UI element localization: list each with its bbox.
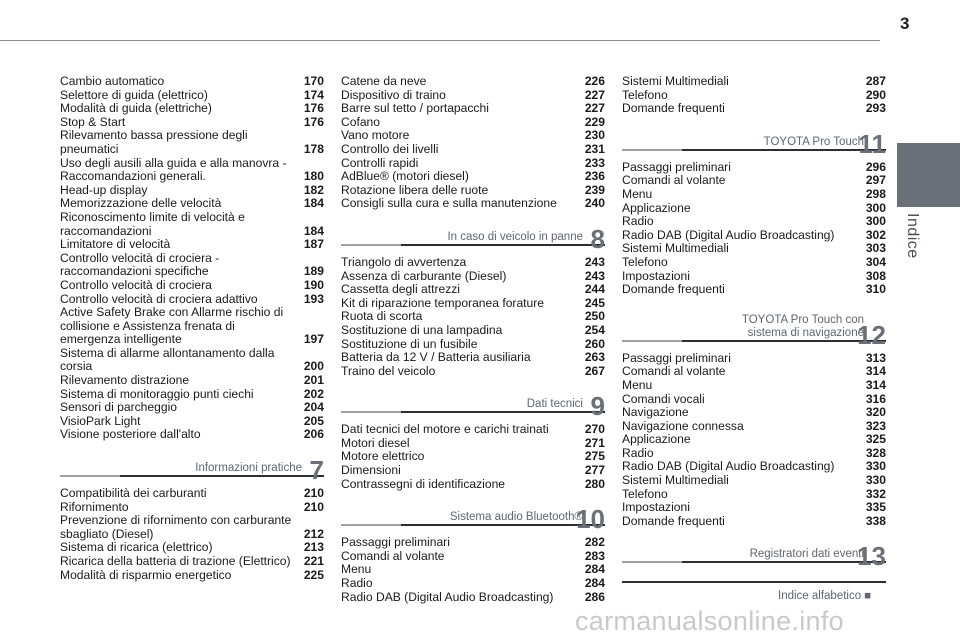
toc-entry-title: Controllo velocità di crociera [60, 277, 212, 292]
toc-entry-title: Impostazioni [622, 500, 690, 515]
toc-entry[interactable] [341, 270, 605, 284]
toc-entry-page: 314 [865, 364, 886, 379]
toc-entry[interactable] [622, 501, 886, 515]
section-rule-accent [622, 561, 682, 563]
toc-entry-title: Sostituzione di una lampadina [341, 322, 503, 337]
toc-entry[interactable] [60, 102, 324, 116]
toc-entry[interactable] [622, 447, 886, 461]
toc-entry[interactable] [622, 75, 886, 89]
toc-entry[interactable] [60, 279, 324, 293]
toc-entry[interactable] [60, 184, 324, 198]
toc-entry[interactable] [622, 229, 886, 243]
toc-entry-page: 328 [865, 445, 886, 460]
toc-entry-page: 227 [584, 87, 605, 102]
toc-entry-title: Applicazione [622, 432, 691, 447]
toc-entry-page: 225 [303, 567, 324, 582]
toc-entry-page: 277 [584, 463, 605, 478]
toc-entry-page: 271 [584, 435, 605, 450]
toc-entry-page: 212 [303, 526, 324, 541]
toc-entry-title: Comandi vocali [622, 391, 705, 406]
toc-entry[interactable] [341, 102, 605, 116]
toc-column-1 [60, 75, 324, 582]
section-title: Informazioni pratiche [195, 462, 302, 475]
toc-entry-title: Dati tecnici del motore e carichi trainati [341, 422, 549, 437]
toc-entry-title: Radio [622, 214, 654, 229]
toc-entry-page: 243 [584, 254, 605, 269]
toc-entry-title: Sistema di monitoraggio punti ciechi [60, 386, 254, 401]
toc-entry-title: Radio DAB (Digital Audio Broadcasting) [622, 459, 835, 474]
toc-entry[interactable] [341, 310, 605, 324]
toc-entry-page: 202 [303, 386, 324, 401]
toc-entry-title: Domande frequenti [622, 282, 725, 297]
toc-entry[interactable] [622, 202, 886, 216]
toc-entry-title: Modalità di guida (elettriche) [60, 101, 212, 116]
toc-entry-title: Comandi al volante [622, 173, 726, 188]
toc-entry[interactable] [622, 215, 886, 229]
toc-entry[interactable] [341, 577, 605, 591]
toc-entry-title: Menu [341, 562, 372, 577]
toc-entry-title: Barre sul tetto / portapacchi [341, 101, 489, 116]
toc-entry-page: 210 [303, 499, 324, 514]
toc-entry[interactable] [341, 75, 605, 89]
toc-entry-title: VisioPark Light [60, 413, 141, 428]
toc-entry[interactable] [60, 555, 324, 569]
watermark: carmanualsonline.info [575, 606, 844, 636]
toc-entry-page: 287 [865, 74, 886, 88]
toc-entry-page: 201 [303, 373, 324, 388]
toc-entry-page: 190 [303, 277, 324, 292]
toc-entry-title: Telefono [622, 254, 668, 269]
toc-entry-page: 187 [303, 237, 324, 252]
toc-entry-page: 297 [865, 173, 886, 188]
toc-entry[interactable] [60, 197, 324, 211]
toc-entry-page: 283 [584, 548, 605, 563]
toc-entry[interactable] [341, 129, 605, 143]
toc-entry[interactable] [341, 170, 605, 184]
section-title: Dati tecnici [526, 398, 583, 411]
section-title: TOYOTA Pro Touch [763, 135, 864, 148]
toc-entry[interactable] [341, 324, 605, 338]
toc-entry[interactable] [60, 487, 324, 501]
toc-entry-title: AdBlue® (motori diesel) [341, 169, 469, 184]
toc-entry-page: 182 [303, 182, 324, 197]
toc-entry[interactable] [622, 393, 886, 407]
toc-entry-title: Batteria da 12 V / Batteria ausiliaria [341, 350, 531, 365]
toc-entry-title: Radio DAB (Digital Audio Broadcasting) [622, 227, 835, 242]
toc-entry[interactable] [60, 252, 324, 279]
toc-entry-title: Sistemi Multimediali [622, 241, 729, 256]
toc-entry-title: Sensori di parcheggio [60, 400, 177, 415]
toc-entry-title: Impostazioni [622, 268, 690, 283]
toc-entry[interactable] [622, 161, 886, 175]
toc-entry-page: 293 [865, 101, 886, 116]
toc-entry[interactable] [341, 338, 605, 352]
toc-entry-title: Sostituzione di un fusibile [341, 336, 478, 351]
toc-entry[interactable] [341, 143, 605, 157]
toc-entry[interactable] [60, 388, 324, 402]
toc-entry[interactable] [622, 379, 886, 393]
toc-entry[interactable] [60, 374, 324, 388]
toc-column-2 [341, 75, 605, 604]
section-header[interactable] [341, 220, 605, 252]
toc-entry-page: 320 [865, 405, 886, 420]
toc-entry[interactable] [60, 129, 324, 156]
toc-entry-page: 338 [865, 513, 886, 528]
toc-entry-title: Radio [622, 445, 654, 460]
toc-entry-page: 286 [584, 589, 605, 604]
section-title: TOYOTA Pro Touch con sistema di navigazione [741, 313, 864, 339]
toc-entry[interactable] [622, 515, 886, 529]
section-number: 11 [858, 128, 886, 159]
toc-entry-page: 263 [584, 350, 605, 365]
toc-entry[interactable] [60, 428, 324, 442]
section-header[interactable] [622, 125, 886, 157]
toc-entry[interactable] [622, 488, 886, 502]
toc-entry[interactable] [341, 464, 605, 478]
toc-entry[interactable] [341, 197, 605, 211]
toc-entry[interactable] [622, 433, 886, 447]
toc-entry-title: Sistemi Multimediali [622, 473, 729, 488]
toc-entry[interactable] [622, 242, 886, 256]
toc-entry-title: Navigazione connessa [622, 418, 744, 433]
toc-entry-title: Consigli sulla cura e sulla manutenzione [341, 196, 557, 211]
section-number: 7 [309, 455, 324, 486]
toc-entry-page: 205 [303, 413, 324, 428]
toc-entry-page: 332 [865, 486, 886, 501]
page-number: 3 [900, 14, 910, 33]
toc-entry-page: 176 [303, 101, 324, 116]
toc-entry[interactable] [622, 365, 886, 379]
toc-entry-title: Active Safety Brake con Allarme rischio di collisione e Assistenza frenata di emergenza intelligente [60, 305, 284, 347]
toc-entry-page: 298 [865, 186, 886, 201]
toc-entry-title: Cofano [341, 114, 380, 129]
section-rule-accent [341, 524, 401, 526]
toc-entry[interactable] [341, 116, 605, 130]
toc-entry-page: 180 [303, 169, 324, 184]
toc-entry-title: Limitatore di velocità [60, 237, 171, 252]
section-rule-accent [622, 340, 682, 342]
toc-entry-title: Comandi al volante [341, 548, 445, 563]
toc-entry-page: 275 [584, 449, 605, 464]
toc-entry-page: 206 [303, 427, 324, 442]
toc-entry[interactable] [60, 75, 324, 89]
toc-entry[interactable] [60, 157, 324, 184]
toc-entry[interactable] [622, 270, 886, 284]
toc-entry[interactable] [622, 460, 886, 474]
toc-entry-page: 335 [865, 500, 886, 515]
toc-entry-title: Comandi al volante [622, 364, 726, 379]
toc-entry-page: 226 [584, 74, 605, 88]
toc-entry-page: 300 [865, 200, 886, 215]
toc-entry-page: 245 [584, 295, 605, 310]
toc-entry-page: 200 [303, 359, 324, 374]
toc-entry-page: 213 [303, 540, 324, 555]
toc-entry[interactable] [622, 256, 886, 270]
toc-entry-title: Contrassegni di identificazione [341, 476, 506, 491]
toc-entry[interactable] [622, 474, 886, 488]
toc-entry-page: 184 [303, 223, 324, 238]
toc-entry-page: 325 [865, 432, 886, 447]
toc-entry[interactable] [60, 514, 324, 541]
section-header[interactable] [341, 387, 605, 422]
toc-entry-title: Rifornimento [60, 499, 129, 514]
alphabetical-index-link[interactable]: Indice alfabetico ■ [778, 590, 872, 602]
toc-entry-title: Sistema di allarme allontanamento dalla corsia [60, 345, 275, 374]
toc-entry-page: 270 [584, 422, 605, 437]
toc-entry-page: 310 [865, 282, 886, 297]
toc-entry-title: Radio [341, 576, 373, 591]
toc-entry[interactable] [341, 351, 605, 365]
toc-entry[interactable] [622, 174, 886, 188]
toc-entry-title: Controllo dei livelli [341, 141, 439, 156]
toc-entry-title: Ruota di scorta [341, 309, 423, 324]
toc-entry-page: 221 [303, 554, 324, 568]
section-number: 9 [590, 391, 605, 422]
toc-entry[interactable] [622, 283, 886, 297]
toc-entry[interactable] [341, 297, 605, 311]
toc-column-3 [622, 75, 886, 573]
toc-entry-title: Triangolo di avvertenza [341, 254, 467, 269]
toc-entry[interactable] [60, 238, 324, 252]
toc-entry-page: 178 [303, 141, 324, 156]
toc-entry-title: Passaggi preliminari [622, 159, 731, 174]
toc-entry-title: Controlli rapidi [341, 155, 419, 170]
toc-entry[interactable] [60, 347, 324, 374]
toc-entry-page: 303 [865, 241, 886, 256]
toc-entry-page: 313 [865, 350, 886, 365]
side-label-indice: Indice [904, 213, 921, 259]
toc-entry[interactable] [60, 89, 324, 103]
toc-entry[interactable] [341, 450, 605, 464]
toc-entry[interactable] [622, 89, 886, 103]
toc-entry-title: Applicazione [622, 200, 691, 215]
toc-entry-title: Dimensioni [341, 463, 401, 478]
toc-entry-page: 184 [303, 196, 324, 211]
toc-entry-page: 260 [584, 336, 605, 351]
toc-entry[interactable] [60, 569, 324, 583]
toc-entry-page: 210 [303, 486, 324, 501]
toc-entry-title: Prevenzione di rifornimento con carburante sbagliato (Diesel) [60, 513, 292, 541]
toc-entry[interactable] [622, 102, 886, 116]
toc-entry-page: 316 [865, 391, 886, 406]
toc-entry-title: Radio DAB (Digital Audio Broadcasting) [341, 589, 554, 604]
toc-entry-page: 250 [584, 309, 605, 324]
toc-entry[interactable] [60, 401, 324, 415]
toc-entry-title: Compatibilità dei carburanti [60, 486, 207, 501]
toc-entry-page: 330 [865, 459, 886, 474]
toc-entry-title: Traino del veicolo [341, 363, 436, 378]
toc-entry-page: 197 [303, 332, 324, 347]
section-title: Registratori dati eventi [749, 548, 864, 561]
toc-entry[interactable] [341, 184, 605, 198]
toc-entry-title: Domande frequenti [622, 513, 725, 528]
toc-entry-page: 236 [584, 169, 605, 184]
toc-entry-title: Stop & Start [60, 114, 126, 129]
section-number: 10 [576, 504, 605, 535]
toc-entry-page: 170 [303, 74, 324, 88]
toc-entry[interactable] [341, 157, 605, 171]
toc-entry-page: 304 [865, 254, 886, 269]
toc-entry-page: 282 [584, 535, 605, 550]
toc-entry-title: Vano motore [341, 128, 410, 143]
section-number: 13 [857, 541, 886, 572]
toc-entry-title: Selettore di guida (elettrico) [60, 87, 208, 102]
toc-entry[interactable] [341, 256, 605, 270]
toc-entry-page: 176 [303, 114, 324, 129]
toc-entry-page: 323 [865, 418, 886, 433]
toc-entry-title: Telefono [622, 486, 668, 501]
toc-entry-title: Controllo velocità di crociera adattivo [60, 291, 258, 306]
toc-entry-page: 174 [303, 87, 324, 102]
toc-entry[interactable] [60, 293, 324, 307]
toc-entry-title: Visione posteriore dall'alto [60, 427, 201, 442]
toc-entry[interactable] [341, 563, 605, 577]
footer-divider [622, 581, 886, 583]
toc-entry-title: Memorizzazione delle velocità [60, 196, 222, 211]
section-number: 8 [590, 223, 605, 254]
toc-entry-page: 189 [303, 264, 324, 279]
top-divider [0, 40, 880, 41]
toc-entry-title: Motori diesel [341, 435, 410, 450]
toc-entry-page: 290 [865, 87, 886, 102]
toc-entry-page: 233 [584, 155, 605, 170]
section-number: 12 [857, 319, 886, 350]
toc-entry[interactable] [341, 283, 605, 297]
toc-entry[interactable] [341, 423, 605, 437]
section-rule-accent [60, 475, 120, 477]
toc-entry-page: 267 [584, 363, 605, 378]
toc-entry-page: 296 [865, 159, 886, 174]
toc-entry-title: Rilevamento distrazione [60, 373, 190, 388]
toc-entry[interactable] [341, 89, 605, 103]
section-rule-accent [341, 411, 401, 413]
section-header[interactable] [60, 451, 324, 486]
toc-entry-page: 227 [584, 101, 605, 116]
toc-entry-title: Kit di riparazione temporanea forature [341, 295, 545, 310]
section-header[interactable] [341, 500, 605, 535]
toc-entry-page: 284 [584, 576, 605, 591]
toc-entry-title: Controllo velocità di crociera - raccomandazioni specifiche [60, 250, 220, 279]
toc-entry-title: Menu [622, 186, 653, 201]
section-rule-accent [622, 149, 682, 151]
toc-entry-title: Sistemi Multimediali [622, 74, 729, 88]
toc-entry-title: Uso degli ausili alla guida e alla manovra - Raccomandazioni generali. [60, 155, 287, 184]
toc-entry[interactable] [341, 536, 605, 550]
toc-entry-title: Rilevamento bassa pressione degli pneumatici [60, 128, 248, 156]
toc-entry[interactable] [60, 306, 324, 347]
chapter-tab[interactable] [897, 143, 960, 207]
toc-entry[interactable] [60, 116, 324, 130]
toc-entry-page: 204 [303, 400, 324, 415]
toc-entry[interactable] [341, 591, 605, 605]
toc-entry-title: Menu [622, 377, 653, 392]
section-rule-accent [341, 244, 401, 246]
section-header[interactable] [622, 537, 886, 572]
toc-entry-page: 300 [865, 214, 886, 229]
toc-entry-page: 229 [584, 114, 605, 129]
toc-entry[interactable] [341, 365, 605, 379]
toc-entry-page: 230 [584, 128, 605, 143]
toc-entry-title: Cambio automatico [60, 74, 165, 88]
toc-entry-page: 254 [584, 322, 605, 337]
toc-entry-page: 193 [303, 291, 324, 306]
toc-entry-title: Cassetta degli attrezzi [341, 282, 460, 297]
toc-entry-page: 308 [865, 268, 886, 283]
toc-entry-title: Dispositivo di traino [341, 87, 446, 102]
toc-entry-page: 330 [865, 473, 886, 488]
toc-entry[interactable] [341, 437, 605, 451]
toc-entry-page: 239 [584, 182, 605, 197]
toc-entry[interactable] [341, 478, 605, 492]
toc-entry-title: Sistema di ricarica (elettrico) [60, 540, 213, 555]
section-title: In caso di veicolo in panne [447, 230, 583, 243]
section-title: Sistema audio Bluetooth® [449, 511, 583, 524]
toc-entry[interactable] [60, 211, 324, 238]
toc-entry[interactable] [622, 406, 886, 420]
section-header[interactable] [622, 306, 886, 348]
toc-entry-title: Passaggi preliminari [341, 535, 450, 550]
toc-entry[interactable] [60, 541, 324, 555]
toc-entry-title: Navigazione [622, 405, 689, 420]
toc-entry-page: 231 [584, 141, 605, 156]
toc-entry-title: Telefono [622, 87, 668, 102]
toc-entry-page: 280 [584, 476, 605, 491]
toc-entry-title: Passaggi preliminari [622, 350, 731, 365]
toc-entry-page: 284 [584, 562, 605, 577]
toc-entry[interactable] [60, 501, 324, 515]
toc-entry-title: Rotazione libera delle ruote [341, 182, 489, 197]
toc-entry-page: 244 [584, 282, 605, 297]
toc-entry-title: Head-up display [60, 182, 148, 197]
toc-entry-title: Motore elettrico [341, 449, 425, 464]
toc-entry-page: 240 [584, 196, 605, 211]
toc-entry-title: Catene da neve [341, 74, 427, 88]
toc-entry[interactable] [341, 550, 605, 564]
toc-entry-title: Assenza di carburante (Diesel) [341, 268, 507, 283]
toc-entry[interactable] [622, 420, 886, 434]
toc-entry-title: Domande frequenti [622, 101, 725, 116]
toc-entry-page: 302 [865, 227, 886, 242]
toc-entry-title: Modalità di risparmio energetico [60, 567, 232, 582]
toc-entry[interactable] [622, 352, 886, 366]
toc-entry[interactable] [60, 415, 324, 429]
toc-entry-title: Riconoscimento limite di velocità e raccomandazioni [60, 209, 245, 238]
toc-entry-page: 243 [584, 268, 605, 283]
toc-entry[interactable] [622, 188, 886, 202]
toc-entry-title: Ricarica della batteria di trazione (Elettrico) [60, 554, 291, 568]
toc-entry-page: 314 [865, 377, 886, 392]
